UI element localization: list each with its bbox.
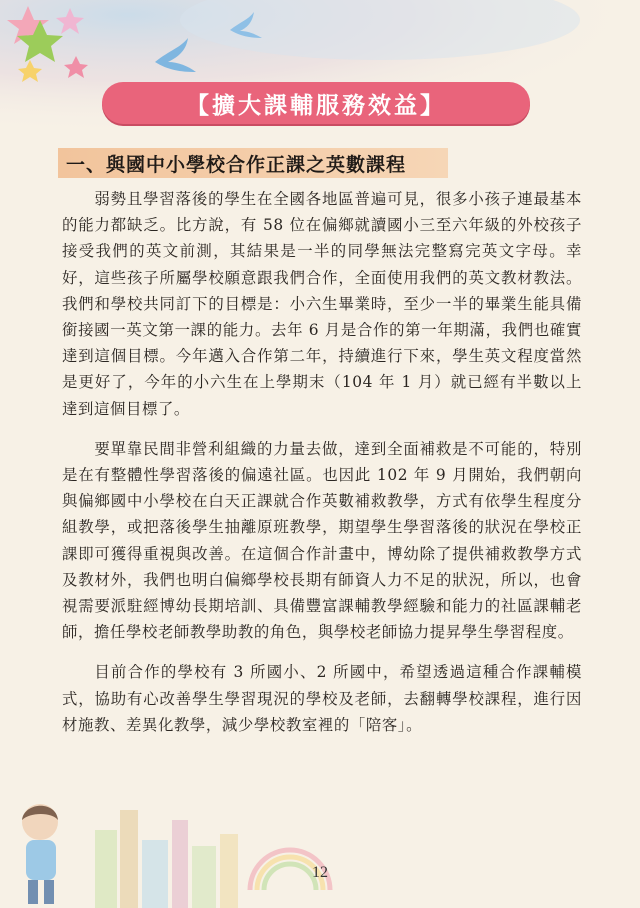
page-number: 12 <box>312 864 328 881</box>
bottom-decoration <box>0 790 640 908</box>
paragraph: 目前合作的學校有 3 所國小、2 所國中，希望透過這種合作課輔模式，協助有心改善學生學習現況的學校及老師，去翻轉學校課程，進行因材施教、差異化教學，減少學校教室裡的「陪客」。 <box>62 663 582 734</box>
child-illustration <box>22 804 58 904</box>
article-body <box>62 186 582 752</box>
section-heading <box>58 148 448 178</box>
paragraph: 要單靠民間非營利組織的力量去做，達到全面補救是不可能的，特別是在有整體性學習落後的偏遠社區。也因此 102 年 9 月開始，我們朝向與偏鄉國中小學校在白天正課就合作英數補救教學，方式有依學生程度分組教學，或把落後學生抽離原班教學，期望學生學習落後的狀況在學校正課即可獲得重視與改善。在這個合作計畫中，博幼除了提供補救教學方式及教材外，我們也明白偏鄉學校長期有師資人力不足的狀況，所以，也會視需要派駐經博幼長期培訓、具備豐富課輔教學經驗和能力的社區課輔老師，擔任學校老師教學助教的角色，與學校老師協力提昇學生學習程度。 <box>62 439 582 642</box>
title-banner <box>102 82 530 124</box>
paragraph: 弱勢且學習落後的學生在全國各地區普遍可見，很多小孩子連最基本的能力都缺乏。比方說，有 58 位在偏鄉就讀國小三至六年級的外校孩子接受我們的英文前測，其結果是一半的同學無法完整寫完英文字母。幸好，這些孩子所屬學校願意跟我們合作，全面使用我們的英文教材教法。我們和學校共同訂下的目標是：小六生畢業時，至少一半的畢業生能具備銜接國一英文第一課的能力。去年 6 月是合作的第一年期滿，我們也確實達到這個目標。今年邁入合作第二年，持續進行下來，學生英文程度當然是更好了，今年的小六生在上學期末（104 年 1 月）就已經有半數以上達到這個目標了。 <box>62 190 582 418</box>
section-heading-text: 一、與國中小學校合作正課之英數課程 <box>66 153 407 176</box>
top-decoration <box>0 0 640 150</box>
banner-title: 【擴大課輔服務效益】 <box>186 92 446 119</box>
building-illustration <box>95 810 238 908</box>
